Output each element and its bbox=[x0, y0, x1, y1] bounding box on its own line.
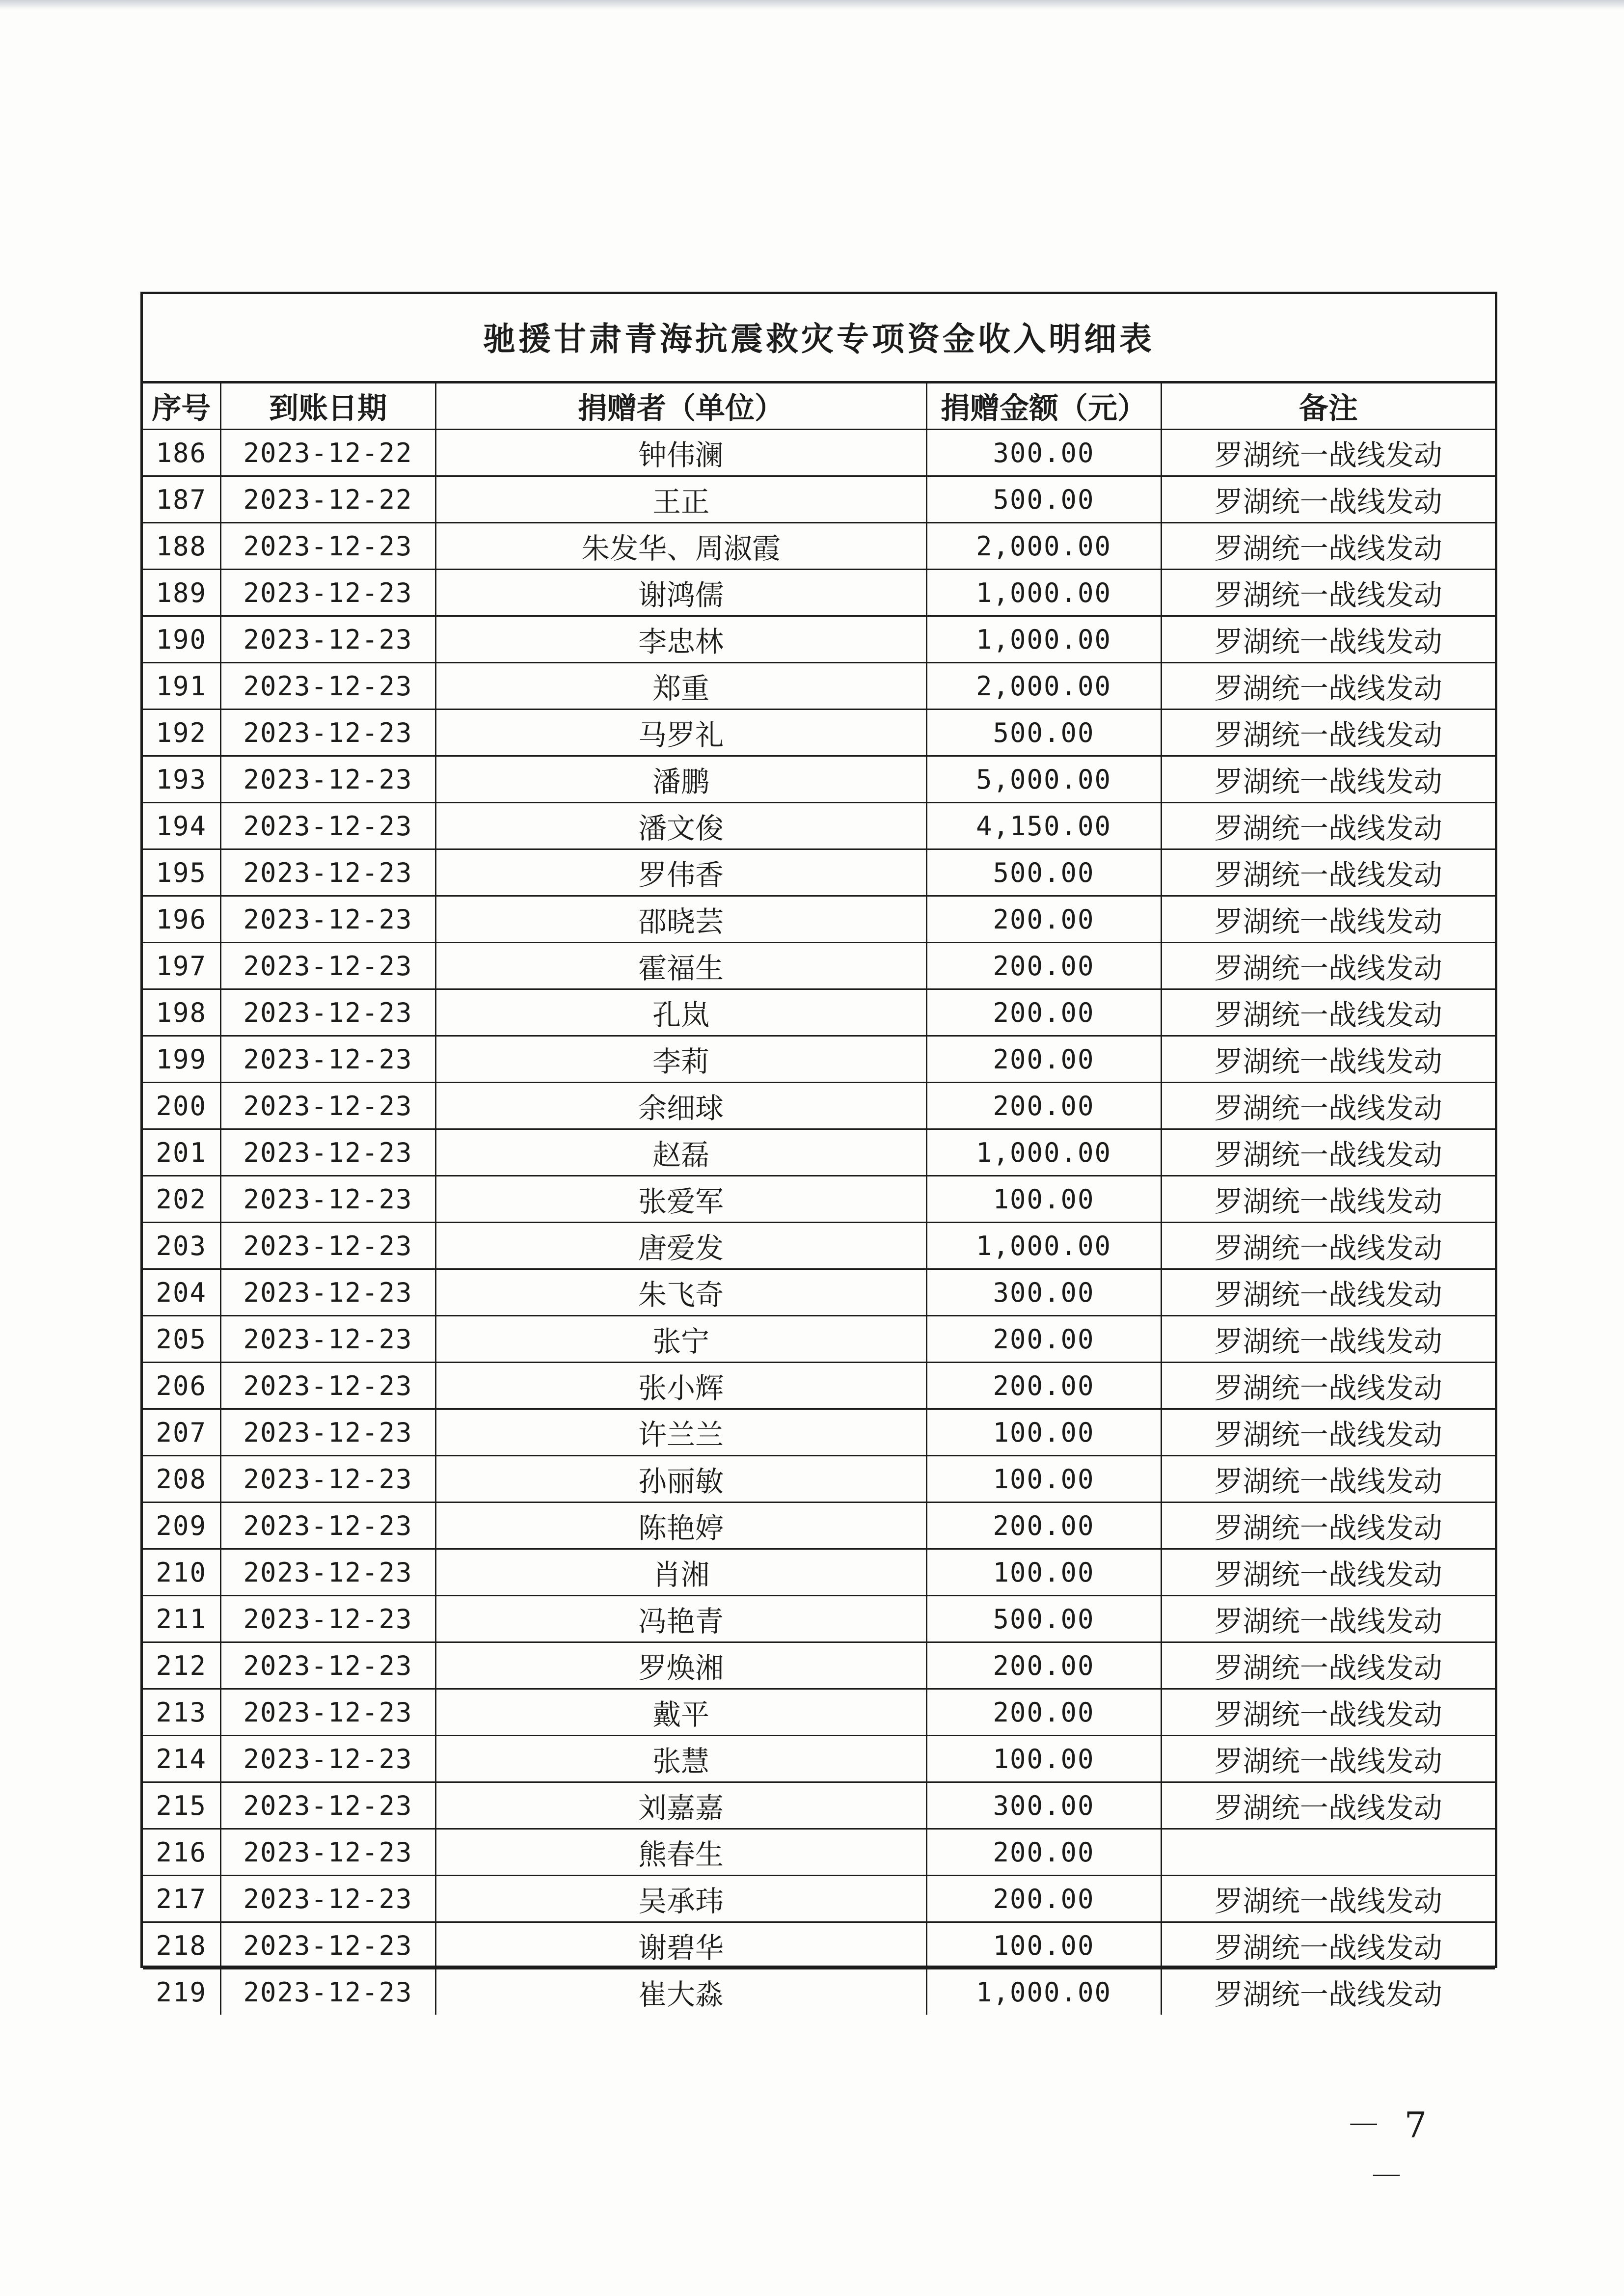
cell-date: 2023-12-22 bbox=[220, 476, 435, 523]
cell-date: 2023-12-23 bbox=[220, 1176, 435, 1223]
cell-seq: 214 bbox=[143, 1736, 220, 1782]
cell-note: 罗湖统一战线发动 bbox=[1161, 710, 1495, 756]
table-row bbox=[143, 1736, 1495, 1782]
table-row bbox=[143, 1363, 1495, 1409]
table-row bbox=[143, 1269, 1495, 1316]
cell-amount: 200.00 bbox=[926, 989, 1161, 1036]
cell-note: 罗湖统一战线发动 bbox=[1161, 1456, 1495, 1503]
table-row bbox=[143, 803, 1495, 849]
cell-seq: 193 bbox=[143, 756, 220, 803]
cell-seq: 216 bbox=[143, 1829, 220, 1876]
cell-note: 罗湖统一战线发动 bbox=[1161, 989, 1495, 1036]
cell-date: 2023-12-23 bbox=[220, 710, 435, 756]
table-row bbox=[143, 1503, 1495, 1549]
cell-date: 2023-12-23 bbox=[220, 896, 435, 943]
table-row bbox=[143, 1876, 1495, 1922]
cell-seq: 208 bbox=[143, 1456, 220, 1503]
cell-amount: 200.00 bbox=[926, 1083, 1161, 1129]
cell-note: 罗湖统一战线发动 bbox=[1161, 1549, 1495, 1596]
table-row bbox=[143, 1316, 1495, 1363]
cell-amount: 1,000.00 bbox=[926, 616, 1161, 663]
cell-seq: 186 bbox=[143, 430, 220, 476]
cell-amount: 2,000.00 bbox=[926, 663, 1161, 710]
cell-donor: 王正 bbox=[435, 476, 926, 523]
cell-amount: 200.00 bbox=[926, 1316, 1161, 1363]
cell-amount: 1,000.00 bbox=[926, 1969, 1161, 2015]
cell-seq: 212 bbox=[143, 1642, 220, 1689]
cell-date: 2023-12-23 bbox=[220, 1456, 435, 1503]
cell-seq: 217 bbox=[143, 1876, 220, 1922]
cell-date: 2023-12-23 bbox=[220, 1689, 435, 1736]
table-row bbox=[143, 849, 1495, 896]
cell-seq: 210 bbox=[143, 1549, 220, 1596]
cell-amount: 1,000.00 bbox=[926, 1129, 1161, 1176]
cell-amount: 200.00 bbox=[926, 943, 1161, 989]
cell-note: 罗湖统一战线发动 bbox=[1161, 1782, 1495, 1829]
cell-seq: 201 bbox=[143, 1129, 220, 1176]
cell-note: 罗湖统一战线发动 bbox=[1161, 616, 1495, 663]
cell-amount: 200.00 bbox=[926, 1503, 1161, 1549]
cell-note: 罗湖统一战线发动 bbox=[1161, 1223, 1495, 1269]
cell-note: 罗湖统一战线发动 bbox=[1161, 1409, 1495, 1456]
cell-donor: 张小辉 bbox=[435, 1363, 926, 1409]
table-row bbox=[143, 756, 1495, 803]
cell-donor: 谢鸿儒 bbox=[435, 570, 926, 616]
table-row bbox=[143, 523, 1495, 570]
cell-date: 2023-12-23 bbox=[220, 1503, 435, 1549]
cell-date: 2023-12-23 bbox=[220, 1036, 435, 1083]
cell-date: 2023-12-23 bbox=[220, 616, 435, 663]
cell-amount: 300.00 bbox=[926, 1269, 1161, 1316]
table-row bbox=[143, 570, 1495, 616]
cell-seq: 206 bbox=[143, 1363, 220, 1409]
cell-note: 罗湖统一战线发动 bbox=[1161, 1176, 1495, 1223]
cell-note: 罗湖统一战线发动 bbox=[1161, 756, 1495, 803]
table-row bbox=[143, 1596, 1495, 1642]
table-row bbox=[143, 943, 1495, 989]
cell-amount: 300.00 bbox=[926, 430, 1161, 476]
table-row bbox=[143, 1969, 1495, 2015]
table-row bbox=[143, 430, 1495, 476]
cell-note: 罗湖统一战线发动 bbox=[1161, 430, 1495, 476]
cell-seq: 200 bbox=[143, 1083, 220, 1129]
cell-seq: 215 bbox=[143, 1782, 220, 1829]
cell-donor: 谢碧华 bbox=[435, 1922, 926, 1969]
header-date: 到账日期 bbox=[220, 383, 435, 430]
cell-seq: 197 bbox=[143, 943, 220, 989]
cell-amount: 500.00 bbox=[926, 849, 1161, 896]
cell-donor: 熊春生 bbox=[435, 1829, 926, 1876]
table-row bbox=[143, 1036, 1495, 1083]
cell-amount: 100.00 bbox=[926, 1176, 1161, 1223]
cell-donor: 朱发华、周淑霞 bbox=[435, 523, 926, 570]
cell-amount: 200.00 bbox=[926, 1829, 1161, 1876]
cell-donor: 邵晓芸 bbox=[435, 896, 926, 943]
cell-donor: 朱飞奇 bbox=[435, 1269, 926, 1316]
cell-date: 2023-12-23 bbox=[220, 1969, 435, 2015]
cell-note: 罗湖统一战线发动 bbox=[1161, 476, 1495, 523]
cell-amount: 100.00 bbox=[926, 1456, 1161, 1503]
cell-donor: 吴承玮 bbox=[435, 1876, 926, 1922]
cell-amount: 100.00 bbox=[926, 1922, 1161, 1969]
cell-date: 2023-12-23 bbox=[220, 1549, 435, 1596]
cell-note: 罗湖统一战线发动 bbox=[1161, 1689, 1495, 1736]
header-amount: 捐赠金额（元） bbox=[926, 383, 1161, 430]
cell-date: 2023-12-23 bbox=[220, 663, 435, 710]
cell-donor: 潘文俊 bbox=[435, 803, 926, 849]
cell-note: 罗湖统一战线发动 bbox=[1161, 1363, 1495, 1409]
cell-amount: 200.00 bbox=[926, 1689, 1161, 1736]
cell-donor: 许兰兰 bbox=[435, 1409, 926, 1456]
cell-seq: 213 bbox=[143, 1689, 220, 1736]
table-row bbox=[143, 1083, 1495, 1129]
table-row bbox=[143, 1176, 1495, 1223]
cell-date: 2023-12-23 bbox=[220, 849, 435, 896]
cell-donor: 赵磊 bbox=[435, 1129, 926, 1176]
cell-seq: 195 bbox=[143, 849, 220, 896]
cell-donor: 罗焕湘 bbox=[435, 1642, 926, 1689]
cell-donor: 郑重 bbox=[435, 663, 926, 710]
cell-donor: 张慧 bbox=[435, 1736, 926, 1782]
cell-seq: 204 bbox=[143, 1269, 220, 1316]
cell-seq: 188 bbox=[143, 523, 220, 570]
cell-note: 罗湖统一战线发动 bbox=[1161, 1316, 1495, 1363]
cell-date: 2023-12-23 bbox=[220, 1736, 435, 1782]
table-row bbox=[143, 1782, 1495, 1829]
header-donor: 捐赠者（单位） bbox=[435, 383, 926, 430]
cell-note: 罗湖统一战线发动 bbox=[1161, 1129, 1495, 1176]
cell-note: 罗湖统一战线发动 bbox=[1161, 1596, 1495, 1642]
cell-amount: 500.00 bbox=[926, 1596, 1161, 1642]
cell-seq: 199 bbox=[143, 1036, 220, 1083]
table-row bbox=[143, 1409, 1495, 1456]
cell-seq: 192 bbox=[143, 710, 220, 756]
donation-table bbox=[143, 383, 1495, 2015]
cell-date: 2023-12-23 bbox=[220, 1829, 435, 1876]
cell-note: 罗湖统一战线发动 bbox=[1161, 1503, 1495, 1549]
cell-date: 2023-12-23 bbox=[220, 1316, 435, 1363]
table-row bbox=[143, 1829, 1495, 1876]
cell-donor: 李忠林 bbox=[435, 616, 926, 663]
cell-date: 2023-12-23 bbox=[220, 803, 435, 849]
donation-table-frame bbox=[140, 292, 1497, 2011]
cell-amount: 1,000.00 bbox=[926, 570, 1161, 616]
cell-date: 2023-12-23 bbox=[220, 1223, 435, 1269]
cell-donor: 唐爱发 bbox=[435, 1223, 926, 1269]
cell-date: 2023-12-23 bbox=[220, 523, 435, 570]
cell-donor: 余细球 bbox=[435, 1083, 926, 1129]
cell-amount: 200.00 bbox=[926, 1363, 1161, 1409]
cell-note: 罗湖统一战线发动 bbox=[1161, 849, 1495, 896]
cell-amount: 500.00 bbox=[926, 710, 1161, 756]
cell-seq: 191 bbox=[143, 663, 220, 710]
cell-donor: 张爱军 bbox=[435, 1176, 926, 1223]
cell-amount: 2,000.00 bbox=[926, 523, 1161, 570]
cell-donor: 马罗礼 bbox=[435, 710, 926, 756]
cell-amount: 4,150.00 bbox=[926, 803, 1161, 849]
cell-date: 2023-12-23 bbox=[220, 1363, 435, 1409]
cell-seq: 194 bbox=[143, 803, 220, 849]
cell-note: 罗湖统一战线发动 bbox=[1161, 1269, 1495, 1316]
cell-seq: 209 bbox=[143, 1503, 220, 1549]
page-number: － 7 － bbox=[1346, 2105, 1433, 2197]
cell-amount: 500.00 bbox=[926, 476, 1161, 523]
cell-amount: 200.00 bbox=[926, 1642, 1161, 1689]
cell-note: 罗湖统一战线发动 bbox=[1161, 896, 1495, 943]
cell-seq: 205 bbox=[143, 1316, 220, 1363]
scan-edge bbox=[0, 0, 1624, 10]
cell-date: 2023-12-23 bbox=[220, 989, 435, 1036]
table-row bbox=[143, 1689, 1495, 1736]
table-row bbox=[143, 1922, 1495, 1969]
cell-seq: 189 bbox=[143, 570, 220, 616]
cell-donor: 肖湘 bbox=[435, 1549, 926, 1596]
cell-date: 2023-12-23 bbox=[220, 1269, 435, 1316]
cell-date: 2023-12-23 bbox=[220, 1642, 435, 1689]
table-row bbox=[143, 1549, 1495, 1596]
cell-note: 罗湖统一战线发动 bbox=[1161, 1736, 1495, 1782]
cell-donor: 孙丽敏 bbox=[435, 1456, 926, 1503]
cell-note: 罗湖统一战线发动 bbox=[1161, 1922, 1495, 1969]
cell-date: 2023-12-23 bbox=[220, 1876, 435, 1922]
cell-amount: 100.00 bbox=[926, 1409, 1161, 1456]
cell-donor: 张宁 bbox=[435, 1316, 926, 1363]
table-row bbox=[143, 1129, 1495, 1176]
cell-seq: 190 bbox=[143, 616, 220, 663]
cell-seq: 211 bbox=[143, 1596, 220, 1642]
cell-amount: 200.00 bbox=[926, 1876, 1161, 1922]
cell-amount: 1,000.00 bbox=[926, 1223, 1161, 1269]
cell-note: 罗湖统一战线发动 bbox=[1161, 663, 1495, 710]
cell-note bbox=[1161, 1829, 1495, 1876]
cell-amount: 200.00 bbox=[926, 896, 1161, 943]
table-row bbox=[143, 989, 1495, 1036]
cell-seq: 219 bbox=[143, 1969, 220, 2015]
cell-donor: 霍福生 bbox=[435, 943, 926, 989]
cell-donor: 刘嘉嘉 bbox=[435, 1782, 926, 1829]
cell-donor: 潘鹏 bbox=[435, 756, 926, 803]
cell-seq: 202 bbox=[143, 1176, 220, 1223]
cell-amount: 5,000.00 bbox=[926, 756, 1161, 803]
cell-note: 罗湖统一战线发动 bbox=[1161, 1876, 1495, 1922]
table-row bbox=[143, 896, 1495, 943]
cell-note: 罗湖统一战线发动 bbox=[1161, 803, 1495, 849]
table-title: 驰援甘肃青海抗震救灾专项资金收入明细表 bbox=[143, 294, 1495, 383]
cell-donor: 罗伟香 bbox=[435, 849, 926, 896]
cell-date: 2023-12-23 bbox=[220, 1409, 435, 1456]
cell-donor: 钟伟澜 bbox=[435, 430, 926, 476]
cell-seq: 218 bbox=[143, 1922, 220, 1969]
cell-note: 罗湖统一战线发动 bbox=[1161, 1969, 1495, 2015]
cell-date: 2023-12-23 bbox=[220, 1083, 435, 1129]
cell-note: 罗湖统一战线发动 bbox=[1161, 570, 1495, 616]
cell-note: 罗湖统一战线发动 bbox=[1161, 1642, 1495, 1689]
table-row bbox=[143, 1456, 1495, 1503]
cell-date: 2023-12-23 bbox=[220, 756, 435, 803]
cell-note: 罗湖统一战线发动 bbox=[1161, 943, 1495, 989]
cell-seq: 196 bbox=[143, 896, 220, 943]
cell-donor: 崔大淼 bbox=[435, 1969, 926, 2015]
table-row bbox=[143, 476, 1495, 523]
table-row bbox=[143, 616, 1495, 663]
cell-donor: 李莉 bbox=[435, 1036, 926, 1083]
cell-date: 2023-12-23 bbox=[220, 1596, 435, 1642]
table-row bbox=[143, 1223, 1495, 1269]
table-row bbox=[143, 663, 1495, 710]
cell-date: 2023-12-23 bbox=[220, 1922, 435, 1969]
cell-donor: 孔岚 bbox=[435, 989, 926, 1036]
header-seq: 序号 bbox=[143, 383, 220, 430]
cell-seq: 187 bbox=[143, 476, 220, 523]
cell-amount: 200.00 bbox=[926, 1036, 1161, 1083]
cell-seq: 203 bbox=[143, 1223, 220, 1269]
cell-donor: 陈艳婷 bbox=[435, 1503, 926, 1549]
cell-seq: 207 bbox=[143, 1409, 220, 1456]
cell-date: 2023-12-23 bbox=[220, 1782, 435, 1829]
cell-amount: 300.00 bbox=[926, 1782, 1161, 1829]
cell-donor: 戴平 bbox=[435, 1689, 926, 1736]
cell-date: 2023-12-22 bbox=[220, 430, 435, 476]
cell-date: 2023-12-23 bbox=[220, 943, 435, 989]
cell-amount: 100.00 bbox=[926, 1549, 1161, 1596]
table-row bbox=[143, 710, 1495, 756]
cell-note: 罗湖统一战线发动 bbox=[1161, 1036, 1495, 1083]
cell-note: 罗湖统一战线发动 bbox=[1161, 523, 1495, 570]
cell-date: 2023-12-23 bbox=[220, 570, 435, 616]
table-row bbox=[143, 1642, 1495, 1689]
cell-seq: 198 bbox=[143, 989, 220, 1036]
header-row bbox=[143, 383, 1495, 430]
cell-amount: 100.00 bbox=[926, 1736, 1161, 1782]
cell-donor: 冯艳青 bbox=[435, 1596, 926, 1642]
cell-date: 2023-12-23 bbox=[220, 1129, 435, 1176]
cell-note: 罗湖统一战线发动 bbox=[1161, 1083, 1495, 1129]
header-note: 备注 bbox=[1161, 383, 1495, 430]
